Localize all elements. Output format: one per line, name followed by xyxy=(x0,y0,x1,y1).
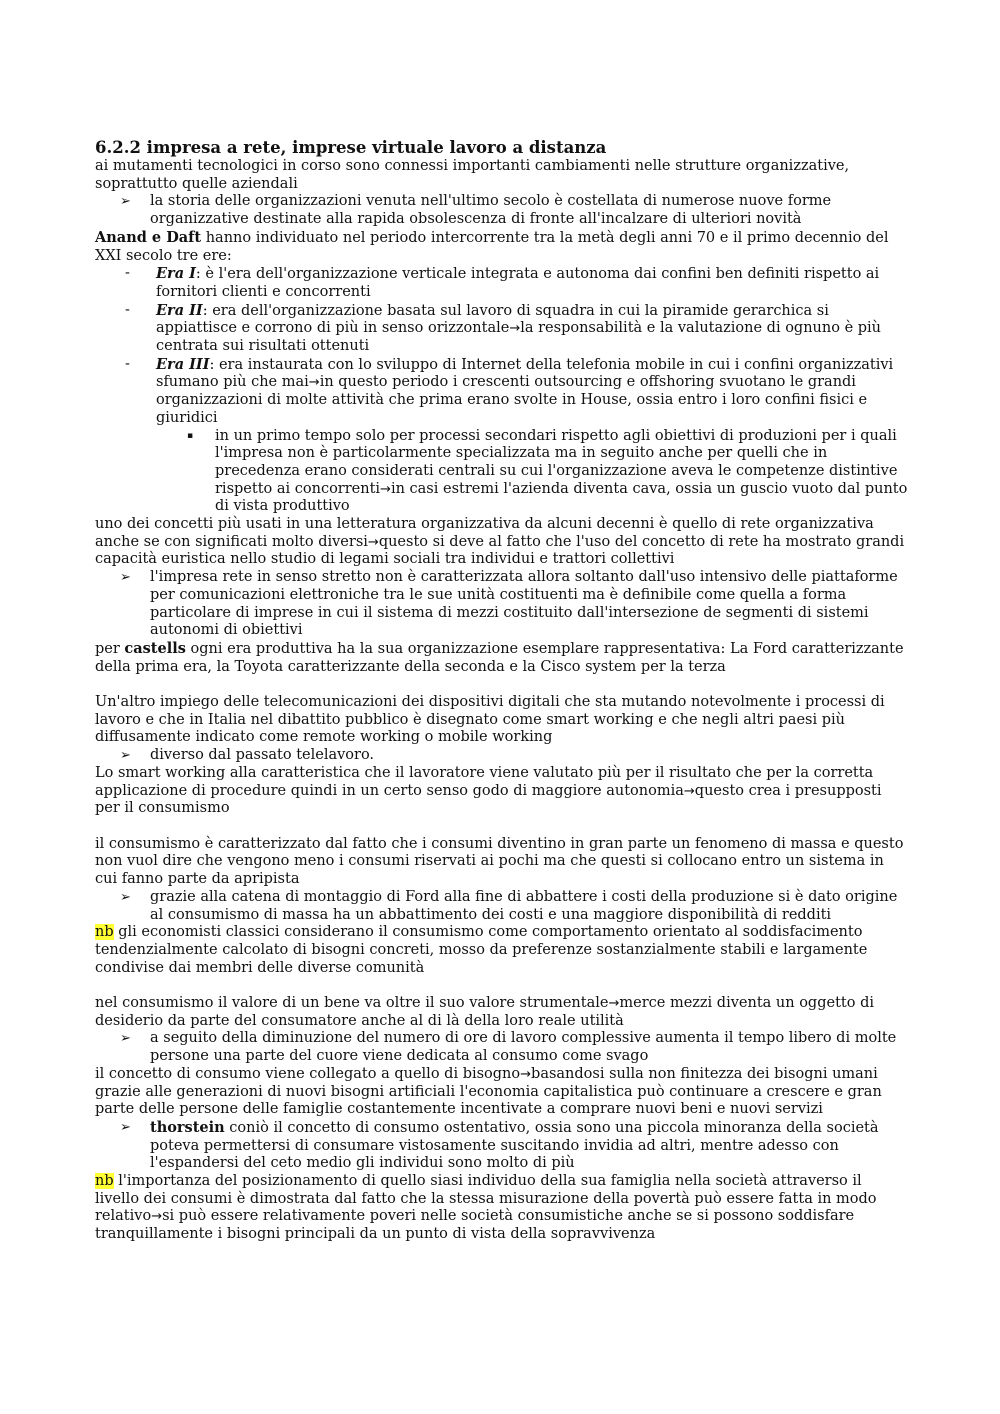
author-name: Anand e Daft xyxy=(95,228,202,246)
paragraph: uno dei concetti più usati in una letteratura organizzativa da alcuni decenni è quello di rete organizzativa anche se con significati molto diversi→questo si deve al fatto che l'uso del concetto di rete ha mostrato grandi capacità euristica nello studio di legami sociali tra individui e trattori collettivi xyxy=(95,516,905,568)
arrow-bullet-item xyxy=(95,569,910,640)
dash-bullet-icon: - xyxy=(125,355,130,372)
paragraph: Anand e Daft hanno individuato nel periodo intercorrente tra la metà degli anni 70 e il primo decennio del XXI secolo tre ere: xyxy=(95,228,889,264)
arrow-right-icon: → xyxy=(520,1066,532,1082)
bullet-text: a seguito della diminuzione del numero di ore di lavoro complessive aumenta il tempo libero di molte persone una parte del cuore viene dedicata al consumo come svago xyxy=(150,1030,897,1065)
bullet-text: l'impresa rete in senso stretto non è caratterizzata allora soltanto dall'uso intensivo delle piattaforme per comunicazioni elettroniche tra le sue unità costituenti ma è definibile come quella a forma particolare di imprese in cui il sistema di mezzi costituito dall'intersezione de segmenti di sistemi autonomi di obiettivi xyxy=(150,569,898,639)
bullet-text: diverso dal passato telelavoro. xyxy=(150,747,375,764)
dash-bullet-item: - Era I: è l'era dell'organizzazione verticale integrata e autonoma dai confini ben definiti rispetto ai fornitori clienti e concorrenti xyxy=(125,265,880,300)
paragraph: ai mutamenti tecnologici in corso sono connessi importanti cambiamenti nelle strutture organizzative, soprattutto quelle aziendali xyxy=(95,158,850,192)
author-name: castells xyxy=(124,639,186,657)
arrow-right-icon: → xyxy=(683,783,695,799)
blank-line xyxy=(95,977,910,995)
era-label: Era II xyxy=(156,301,203,319)
arrow-bullet-item: ➢ thorstein coniò il concetto di consumo ostentativo, ossia sono una piccola minoranza della società poteva permettersi di consumare vistosamente suscitando invidia ad altri, mentre adesso con l'espandersi del ceto medio gli individui sono molto di più xyxy=(120,1118,879,1172)
paragraph: Un'altro impiego delle telecomunicazioni dei dispositivi digitali che sta mutando notevolmente i processi di lavoro e che in Italia nel dibattito pubblico è disegnato come smart working e che negli altri paesi più diffusamente indicato come remote working o mobile working xyxy=(95,694,885,746)
highlighted-note: nb xyxy=(95,1173,114,1190)
arrow-bullet-icon: ➢ xyxy=(120,889,131,905)
paragraph: il concetto di consumo viene collegato a quello di bisogno→basandosi sulla non finitezza dei bisogni umani grazie alle generazioni di nuovi bisogni artificiali l'economia capitalistica può continuare a crescere e gran parte delle persone delle famiglie costantemente incentivate a comprare nuovi beni e nuovi servizi xyxy=(95,1065,882,1118)
paragraph: nel consumismo il valore di un bene va oltre il suo valore strumentale→merce mezzi diventa un oggetto di desiderio da parte del consumatore anche al di là della loro reale utilità xyxy=(95,995,874,1029)
dash-bullet-icon: - xyxy=(125,265,130,282)
arrow-right-icon: → xyxy=(608,996,620,1011)
square-bullet-icon: ▪ xyxy=(187,430,194,441)
paragraph: Lo smart working alla caratteristica che il lavoratore viene valutato più per il risultato che per la corretta applicazione di procedure quindi in un certo senso godo di maggiore autonomia→questo crea i presupposti per il consumismo xyxy=(95,764,882,817)
arrow-right-icon: → xyxy=(151,1209,163,1225)
era-label: Era I xyxy=(156,265,196,283)
arrow-bullet-icon: ➢ xyxy=(120,1031,131,1047)
arrow-bullet-item xyxy=(95,193,910,228)
arrow-bullet-icon: ➢ xyxy=(120,570,131,586)
blank-line xyxy=(95,676,910,694)
era-label: Era III xyxy=(156,355,210,373)
paragraph: nb l'importanza del posizionamento di quello siasi individuo della sua famiglia nella società attraverso il livello dei consumi è dimostrata dal fatto che la stessa misurazione della povertà può essere fatta in modo relativo→si può essere relativamente poveri nelle società consumistiche anche se si possono soddisfare tranquillamente i bisogni principali da un punto di vista della sopravvivenza xyxy=(95,1173,877,1243)
square-bullet-item: ▪ in un primo tempo solo per processi secondari rispetto agli obiettivi di produzioni per i quali l'impresa non è particolarmente specializzata ma in seguito anche per quelli che in precedenza erano considerati centrali su cui l'organizzazione aveva le competenze distintive rispetto ai concorrenti→in casi estremi l'azienda diventa cava, ossia un guscio vuoto dal punto di vista produttivo xyxy=(187,427,908,515)
arrow-bullet-item xyxy=(95,889,910,924)
arrow-right-icon: → xyxy=(367,534,379,550)
arrow-bullet-item xyxy=(95,1030,910,1065)
section-title: 6.2.2 impresa a rete, imprese virtuale lavoro a distanza xyxy=(95,138,607,157)
arrow-bullet-icon: ➢ xyxy=(120,194,131,210)
blank-line xyxy=(95,818,910,836)
paragraph: il consumismo è caratterizzato dal fatto che i consumi diventino in gran parte un fenomeno di massa e questo non vuol dire che vengono meno i consumi riservati ai pochi ma che questi si collocano entro un sistema in cui fanno parte da apripista xyxy=(95,835,904,888)
bullet-text: grazie alla catena di montaggio di Ford alla fine di abbattere i costi della produzione si è dato origine al consumismo di massa ha un abbattimento dei costi e una maggiore disponibilità di redditi xyxy=(150,888,898,923)
dash-bullet-item: - Era II: era dell'organizzazione basata sul lavoro di squadra in cui la piramide gerarchica si appiattisce e corrono di più in senso orizzontale→la responsabilità e la valutazione di ognuno è più centrata sui risultati ottenuti xyxy=(125,301,882,355)
arrow-bullet-icon: ➢ xyxy=(120,1119,131,1135)
arrow-right-icon: → xyxy=(308,375,320,391)
bullet-text: la storia delle organizzazioni venuta nell'ultimo secolo è costellata di numerose nuove forme organizzative destinate alla rapida obsolescenza di fronte all'incalzare di ulteriori novità xyxy=(150,193,832,228)
arrow-right-icon: → xyxy=(509,321,521,337)
arrow-right-icon: → xyxy=(380,481,391,497)
paragraph: nb gli economisti classici considerano il consumismo come comportamento orientato al soddisfacimento tendenzialmente calcolato di bisogni concreti, mosso da preferenze sostanzialmente stabili e largamente condivise dai membri delle diverse comunità xyxy=(95,924,868,976)
arrow-bullet-item xyxy=(95,747,910,765)
document-body xyxy=(95,138,910,1244)
paragraph: per castells ogni era produttiva ha la sua organizzazione esemplare rappresentativa: La Ford caratterizzante della prima era, la Toyota caratterizzante della seconda e la Cisco system per la terza xyxy=(95,639,904,675)
highlighted-note: nb xyxy=(95,924,114,941)
arrow-bullet-icon: ➢ xyxy=(120,748,131,764)
dash-bullet-icon: - xyxy=(125,301,130,318)
author-name: thorstein xyxy=(150,1118,225,1136)
dash-bullet-item: - Era III: era instaurata con lo sviluppo di Internet della telefonia mobile in cui i confini organizzativi sfumano più che mai→in questo periodo i crescenti outsourcing e offshoring svuotano le grandi organizzazioni di molte attività che prima erano svolte in House, ossia entro i loro confini fisici e giuridici xyxy=(125,355,894,426)
